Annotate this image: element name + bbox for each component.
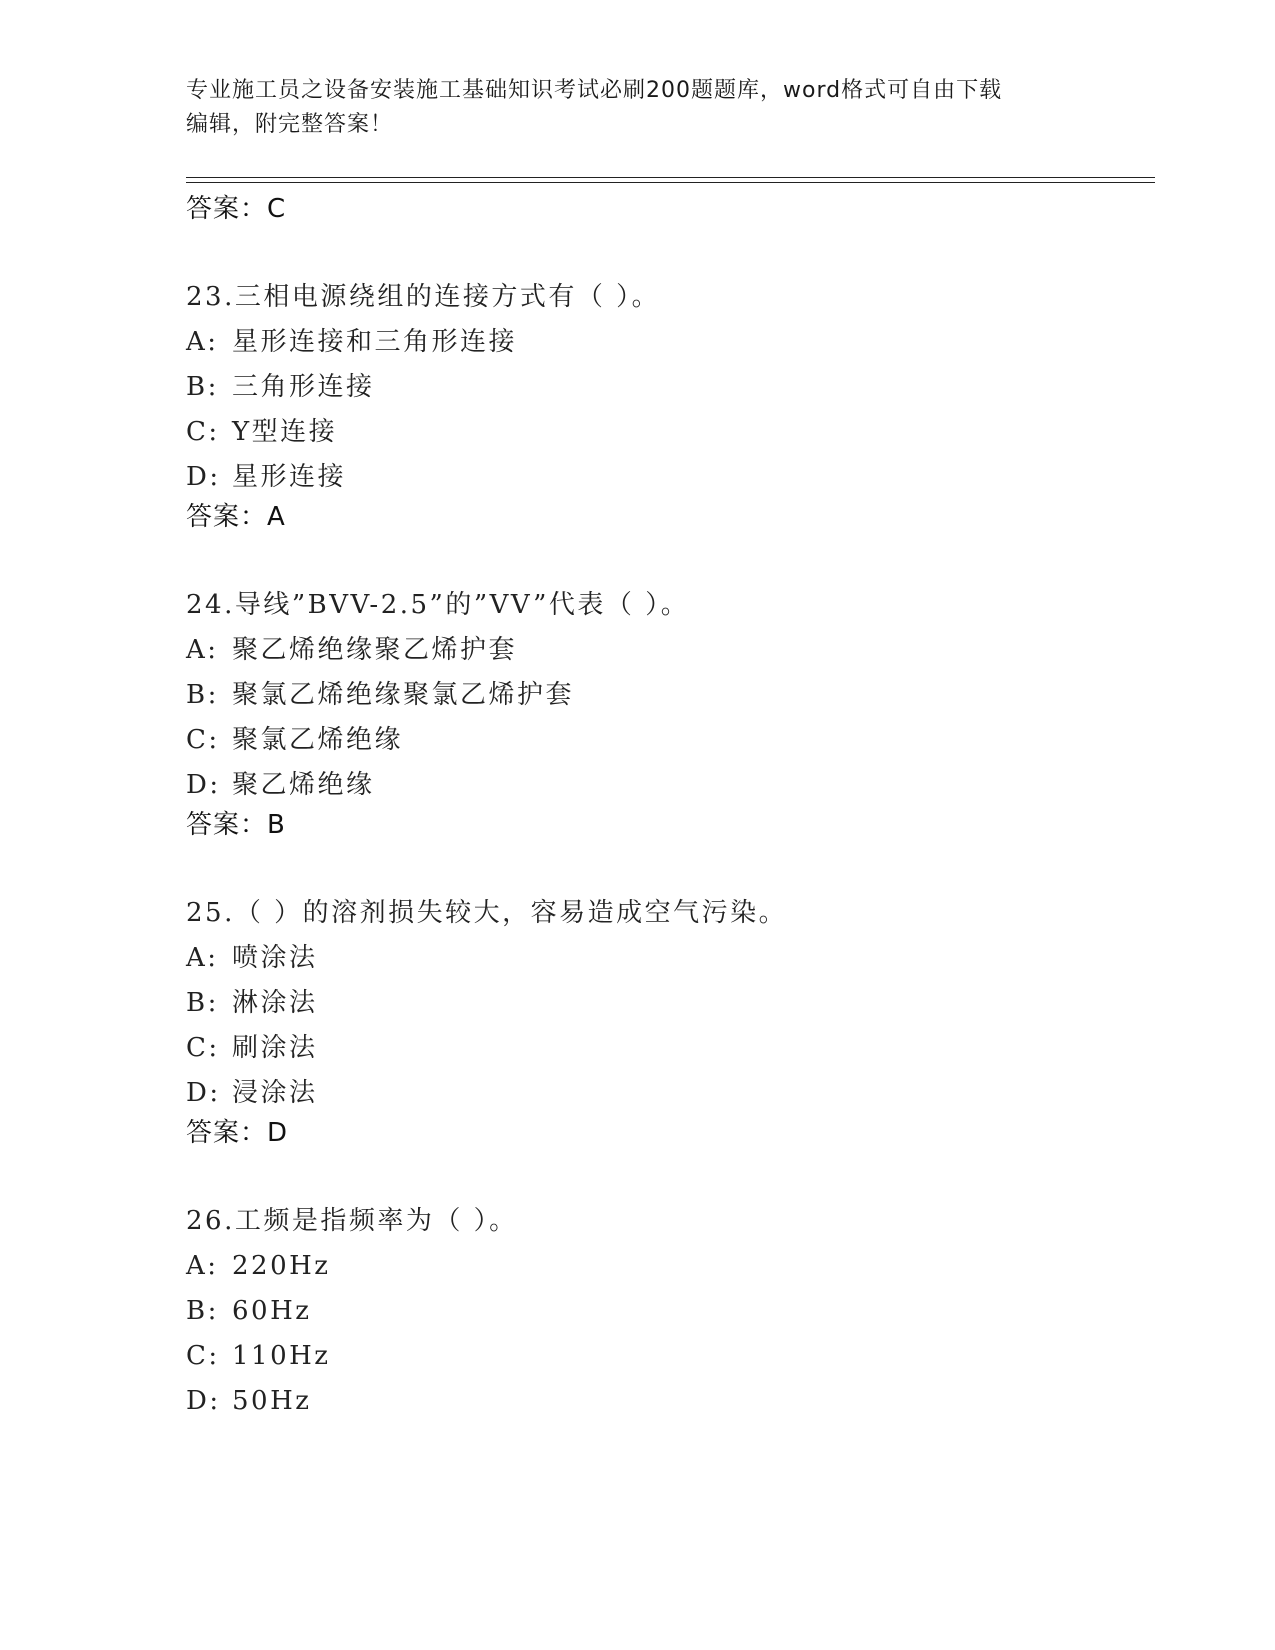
option-letter: C:	[186, 1341, 220, 1371]
question-list	[186, 190, 1146, 1431]
question-stem: 26.工频是指频率为（ ）。	[186, 1206, 518, 1236]
option-text: 刷涂法	[232, 1033, 318, 1063]
option-letter: D:	[186, 462, 221, 492]
option-c	[186, 417, 1146, 447]
option-letter: D:	[186, 1078, 221, 1108]
option-letter: C:	[186, 725, 220, 755]
option-b	[186, 372, 1146, 402]
option-text: 聚乙烯绝缘聚乙烯护套	[232, 635, 518, 665]
option-text: 220Hz	[232, 1251, 331, 1281]
option-text: 淋涂法	[232, 988, 318, 1018]
option-c	[186, 1341, 1146, 1371]
option-text: 星形连接	[232, 462, 347, 492]
option-text: 聚氯乙烯绝缘聚氯乙烯护套	[232, 680, 575, 710]
option-d	[186, 770, 1146, 800]
option-text: Y型连接	[232, 417, 338, 447]
answer-line: 答案：A	[186, 502, 286, 532]
option-letter: D:	[186, 1386, 221, 1416]
question-stem: 25.（ ）的溶剂损失较大，容易造成空气污染。	[186, 898, 788, 928]
option-text: 星形连接和三角形连接	[232, 327, 518, 357]
option-letter: A:	[186, 327, 219, 357]
answer-line: 答案：B	[186, 810, 286, 840]
option-text: 聚乙烯绝缘	[232, 770, 375, 800]
option-text: 110Hz	[232, 1341, 331, 1371]
option-text: 喷涂法	[232, 943, 318, 973]
option-letter: C:	[186, 1033, 220, 1063]
option-letter: B:	[186, 680, 219, 710]
header-divider-bottom	[186, 182, 1155, 183]
option-text: 浸涂法	[232, 1078, 318, 1108]
option-b	[186, 1296, 1146, 1326]
option-d	[186, 1386, 1146, 1416]
answer-line: 答案：D	[186, 1118, 289, 1148]
option-letter: D:	[186, 770, 221, 800]
option-text: 聚氯乙烯绝缘	[232, 725, 404, 755]
question-stem: 23.三相电源绕组的连接方式有（ ）。	[186, 282, 661, 312]
question-23	[186, 282, 1146, 532]
option-a	[186, 327, 1146, 357]
option-letter: A:	[186, 635, 219, 665]
question-24	[186, 590, 1146, 840]
answer-line: 答案：C	[186, 194, 287, 224]
header-divider-top	[186, 177, 1155, 178]
option-a	[186, 1251, 1146, 1281]
option-letter: A:	[186, 943, 219, 973]
option-text: 50Hz	[232, 1386, 312, 1416]
option-a	[186, 943, 1146, 973]
document-header	[186, 74, 1086, 142]
question-26	[186, 1206, 1146, 1416]
option-text: 三角形连接	[232, 372, 375, 402]
option-letter: B:	[186, 372, 219, 402]
option-letter: A:	[186, 1251, 219, 1281]
header-line-2: 编辑，附完整答案！	[186, 112, 394, 137]
option-letter: C:	[186, 417, 220, 447]
option-d	[186, 462, 1146, 492]
option-letter: B:	[186, 988, 219, 1018]
option-b	[186, 988, 1146, 1018]
option-c	[186, 1033, 1146, 1063]
option-a	[186, 635, 1146, 665]
header-line-1: 专业施工员之设备安装施工基础知识考试必刷200题题库，word格式可自由下载	[186, 78, 1003, 103]
option-text: 60Hz	[232, 1296, 312, 1326]
option-d	[186, 1078, 1146, 1108]
question-25	[186, 898, 1146, 1148]
option-b	[186, 680, 1146, 710]
option-letter: B:	[186, 1296, 219, 1326]
question-stem: 24.导线”BVV-2.5”的”VV”代表（ ）。	[186, 590, 690, 620]
option-c	[186, 725, 1146, 755]
